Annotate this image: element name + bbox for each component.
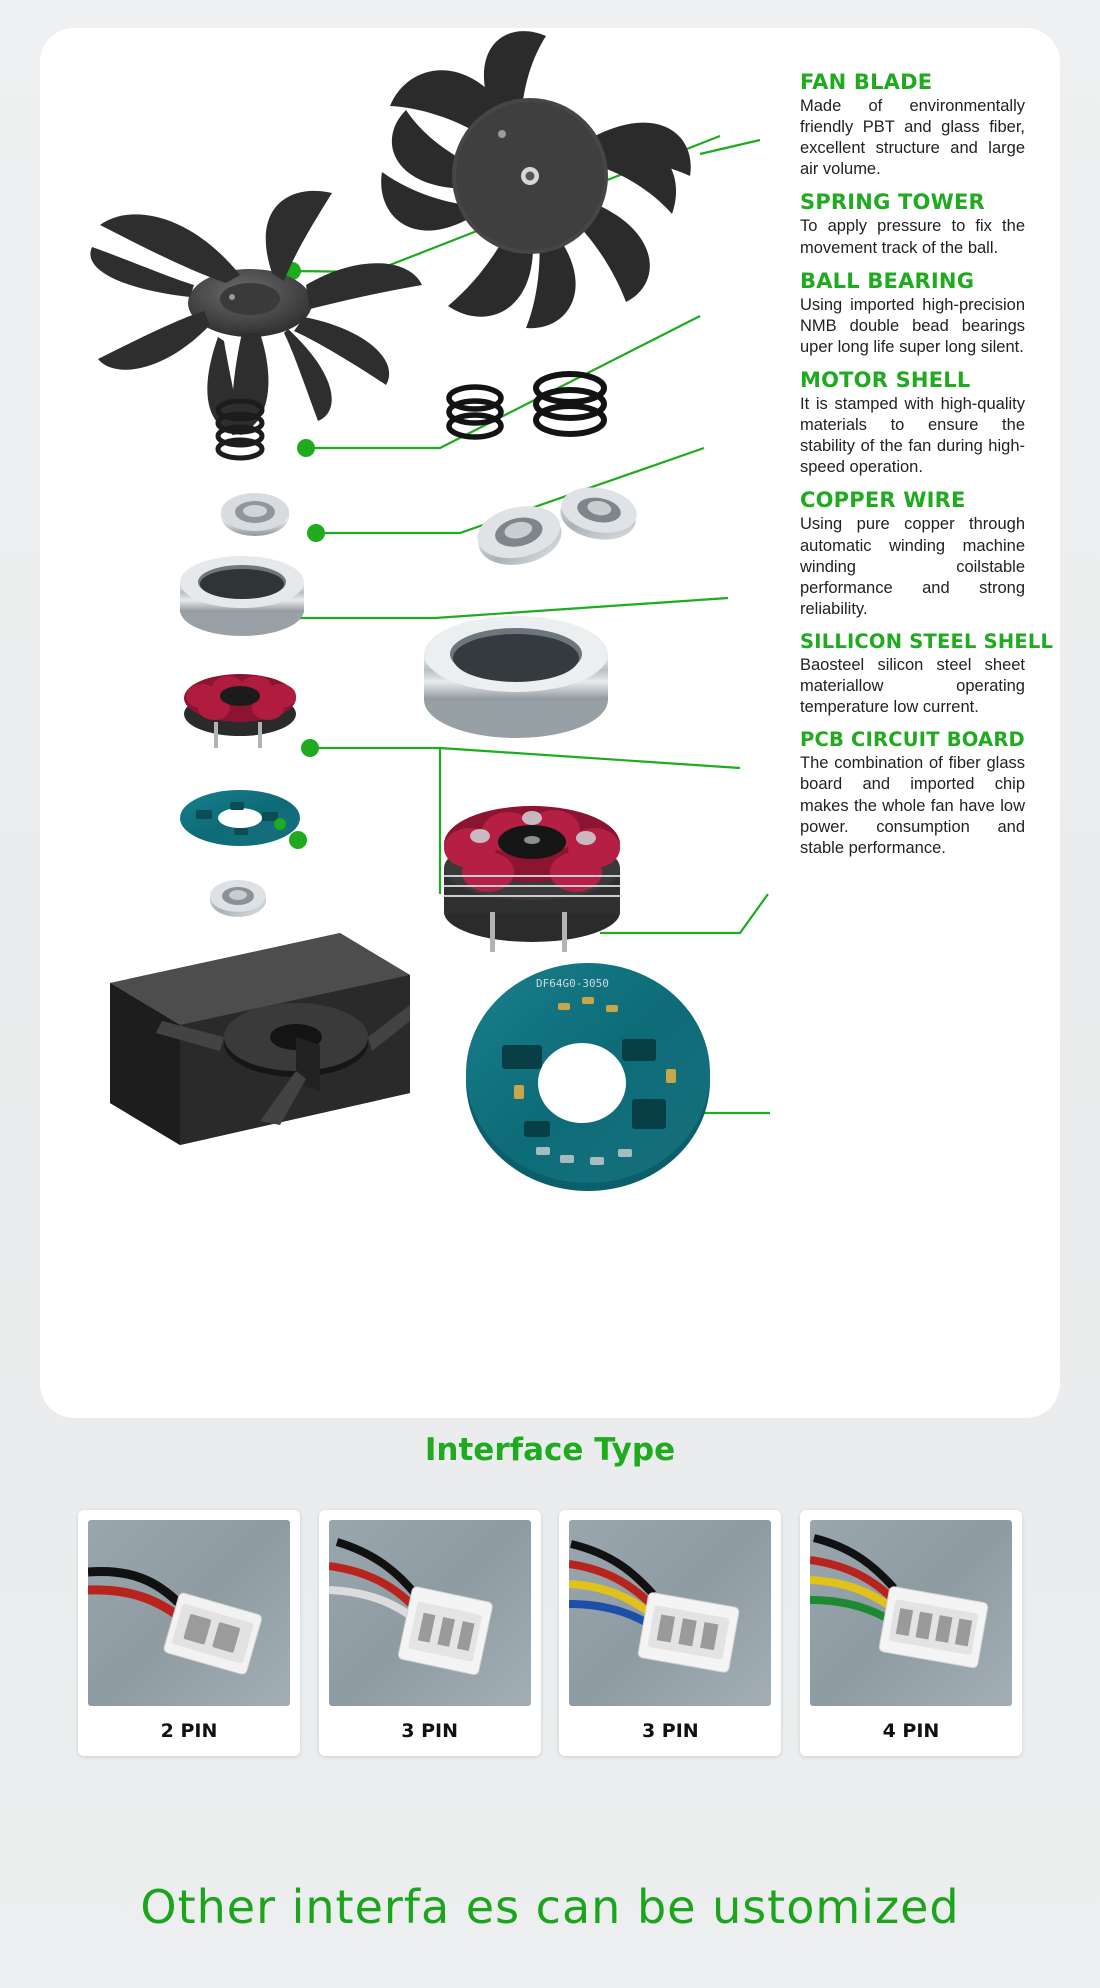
product-detail-panel (40, 28, 1060, 1418)
callout-ball-bearing (800, 269, 1100, 358)
connector-photo-2pin (88, 1520, 290, 1706)
callout-title: FAN BLADE (800, 70, 933, 94)
callout-title: SPRING TOWER (800, 190, 985, 215)
callout-body: The combination of fiber glass board and imported chip makes the whole fan have low power. consumption and stable performance. (800, 754, 1025, 857)
callout-motor-shell (800, 368, 1100, 478)
callout-title: MOTOR SHELL (800, 367, 971, 392)
callout-sillicon-steel-shell (800, 630, 1100, 718)
connector-label: 2 PIN (160, 1720, 218, 1742)
connector-label: 3 PIN (401, 1720, 459, 1742)
callout-body: Using pure copper through automatic winding machine winding coilstable performance and strong reliability. (800, 515, 1025, 618)
connector-photo-4pin (810, 1520, 1012, 1706)
callout-body: Using imported high-precision NMB double bead bearings uper long life super long silent. (800, 295, 1025, 356)
callout-title: COPPER WIRE (800, 488, 966, 513)
footer-text: Other interfa es can be ustomized (140, 1880, 960, 1934)
connector-photo-3pin-a (329, 1520, 531, 1706)
callout-body: It is stamped with high-quality materials to ensure the stability of the fan during high-speed operation. (800, 394, 1025, 477)
callout-list (800, 70, 1100, 869)
callout-copper-wire (800, 488, 1100, 620)
callout-title: BALL BEARING (800, 268, 975, 293)
connector-card-3pin-a[interactable] (319, 1510, 541, 1756)
connector-card-list (78, 1510, 1022, 1756)
callout-spring-tower (800, 190, 1100, 258)
connector-photo-3pin-b (569, 1520, 771, 1706)
connector-card-4pin[interactable] (800, 1510, 1022, 1756)
pcb-silkscreen-text: DF64G0-3050 (536, 977, 609, 990)
connector-label: 4 PIN (882, 1720, 940, 1742)
callout-body: Baosteel silicon steel sheet materiallow operating temperature low current. (800, 655, 1025, 717)
callout-title: PCB CIRCUIT BOARD (800, 728, 1025, 752)
callout-fan-blade (800, 70, 1100, 180)
callout-pcb-circuit-board (800, 728, 1100, 859)
connector-card-3pin-b[interactable] (559, 1510, 781, 1756)
connector-card-2pin[interactable] (78, 1510, 300, 1756)
callout-body: To apply pressure to fix the movement track of the ball. (800, 217, 1025, 257)
callout-title: SILLICON STEEL SHELL (800, 629, 1054, 653)
interface-type-heading: Interface Type (424, 1432, 676, 1468)
connector-label: 3 PIN (641, 1720, 699, 1742)
callout-body: Made of environmentally friendly PBT and glass fiber, excellent structure and large air volume. (800, 97, 1025, 179)
